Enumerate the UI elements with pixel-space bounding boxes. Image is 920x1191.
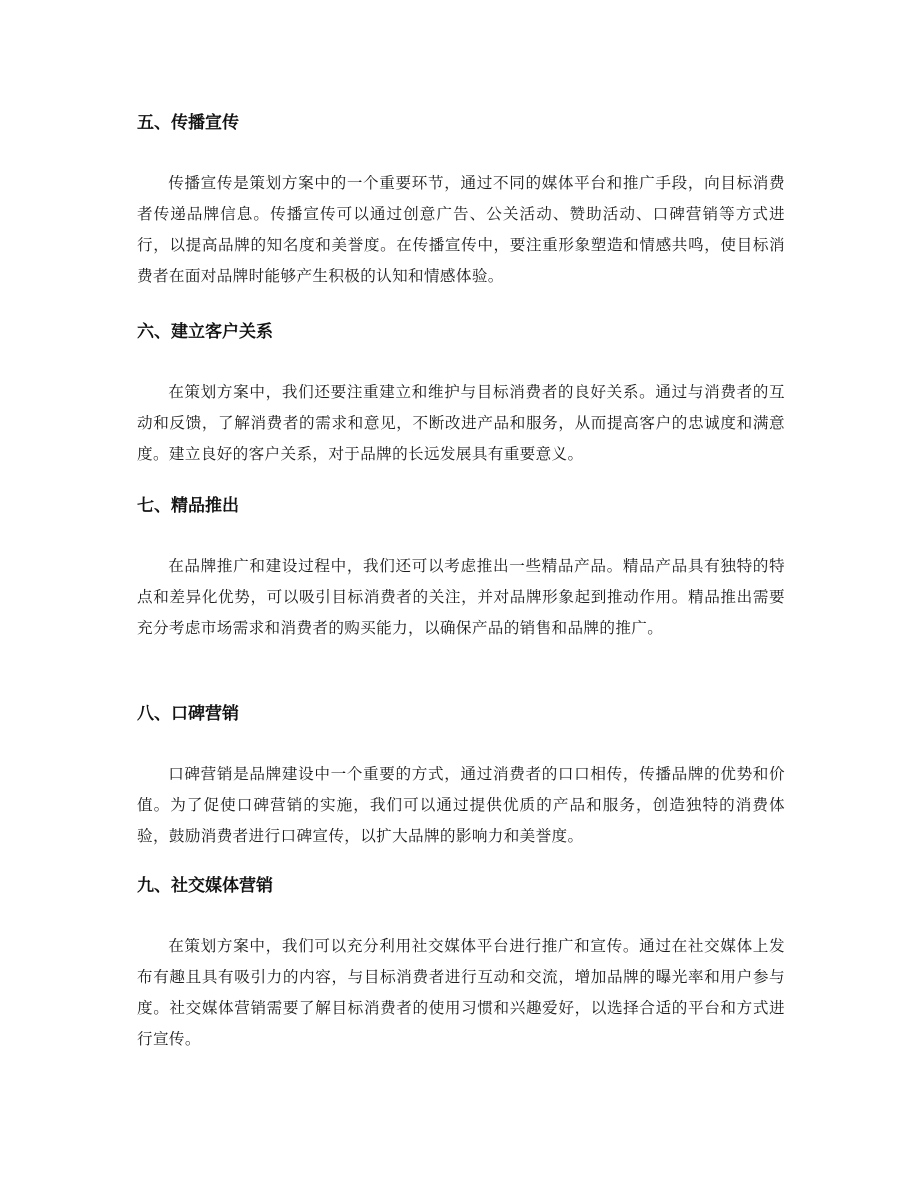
section-heading: 九、社交媒体营销 xyxy=(137,876,273,896)
section-paragraph: 在策划方案中，我们还要注重建立和维护与目标消费者的良好关系。通过与消费者的互动和反馈，了解消费者的需求和意见，不断改进产品和服务，从而提高客户的忠诚度和满意度。建立良好的客户关系，对于品牌的长远发展具有重要意义。 xyxy=(137,383,785,463)
section-heading: 五、传播宣传 xyxy=(137,113,239,133)
section-heading: 六、建立客户关系 xyxy=(137,322,273,342)
section-social-media xyxy=(137,874,785,1055)
section-word-of-mouth xyxy=(137,702,785,852)
section-paragraph: 口碑营销是品牌建设中一个重要的方式，通过消费者的口口相传，传播品牌的优势和价值。为了促使口碑营销的实施，我们可以通过提供优质的产品和服务，创造独特的消费体验，鼓励消费者进行口碑宣传，以扩大品牌的影响力和美誉度。 xyxy=(137,765,785,845)
section-paragraph: 在策划方案中，我们可以充分利用社交媒体平台进行推广和宣传。通过在社交媒体上发布有趣且具有吸引力的内容，与目标消费者进行互动和交流，增加品牌的曝光率和用户参与度。社交媒体营销需要了解目标消费者的使用习惯和兴趣爱好，以选择合适的平台和方式进行宣传。 xyxy=(137,937,785,1048)
section-paragraph: 传播宣传是策划方案中的一个重要环节，通过不同的媒体平台和推广手段，向目标消费者传递品牌信息。传播宣传可以通过创意广告、公关活动、赞助活动、口碑营销等方式进行，以提高品牌的知名度和美誉度。在传播宣传中，要注重形象塑造和情感共鸣，使目标消费者在面对品牌时能够产生积极的认知和情感体验。 xyxy=(137,174,785,285)
section-propagation xyxy=(137,111,785,292)
section-heading: 七、精品推出 xyxy=(137,496,239,516)
section-paragraph: 在品牌推广和建设过程中，我们还可以考虑推出一些精品产品。精品产品具有独特的特点和差异化优势，可以吸引目标消费者的关注，并对品牌形象起到推动作用。精品推出需要充分考虑市场需求和消费者的购买能力，以确保产品的销售和品牌的推广。 xyxy=(137,557,785,637)
section-heading: 八、口碑营销 xyxy=(137,704,239,724)
section-customer-relations xyxy=(137,320,785,470)
section-premium-products xyxy=(137,494,785,644)
